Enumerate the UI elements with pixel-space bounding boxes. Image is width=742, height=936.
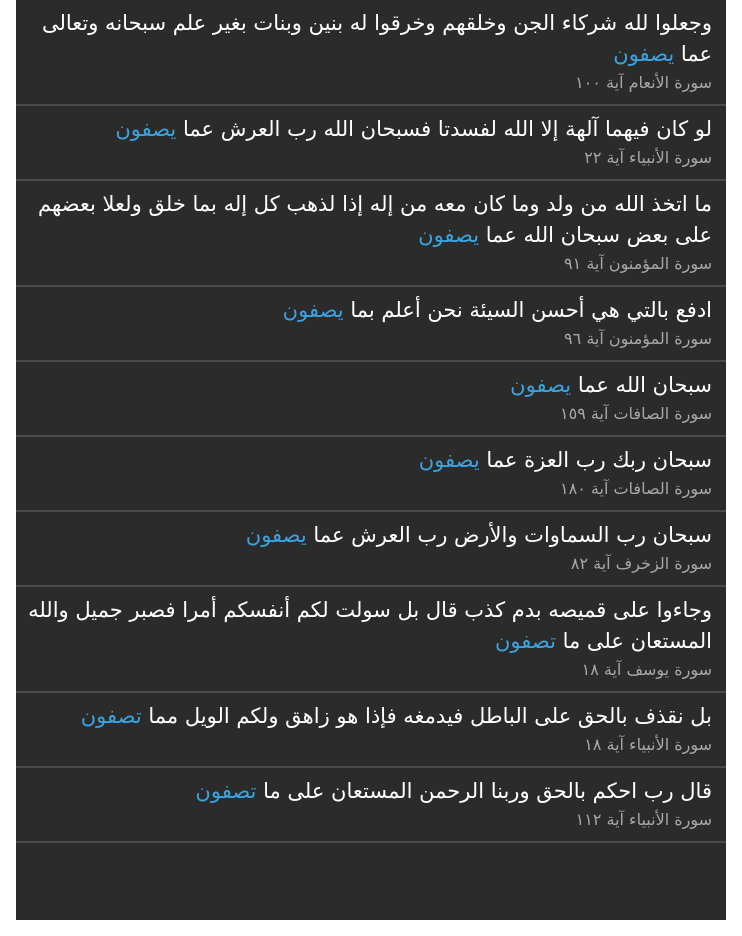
result-item[interactable] [16, 437, 726, 512]
verse-body: سبحان الله عما [577, 373, 712, 397]
verse-text [26, 701, 712, 732]
highlighted-word: تصفون [195, 779, 257, 803]
verse-text [26, 295, 712, 326]
verse-text [26, 520, 712, 551]
verse-text [26, 445, 712, 476]
highlighted-word: يصفون [282, 298, 344, 322]
verse-source: سورة الأنبياء آية ١٨ [584, 735, 712, 754]
verse-body: قال رب احكم بالحق وربنا الرحمن المستعان على ما [263, 779, 712, 803]
verse-source: سورة الأنعام آية ١٠٠ [575, 73, 712, 92]
verse-body: سبحان ربك رب العزة عما [486, 448, 712, 472]
verse-body: وجاءوا على قميصه بدم كذب قال بل سولت لكم أنفسكم أمرا فصبر جميل والله المستعان على ما [28, 598, 712, 653]
verse-body: سبحان رب السماوات والأرض رب العرش عما [313, 523, 712, 547]
verse-source: سورة المؤمنون آية ٩٦ [564, 329, 712, 348]
result-item[interactable] [16, 106, 726, 181]
result-item[interactable] [16, 181, 726, 287]
verse-body: ادفع بالتي هي أحسن السيئة نحن أعلم بما [350, 298, 712, 322]
highlighted-word: يصفون [510, 373, 572, 397]
verse-source: سورة الصافات آية ١٨٠ [560, 479, 712, 498]
verse-text [26, 776, 712, 807]
verse-body: بل نقذف بالحق على الباطل فيدمغه فإذا هو زاهق ولكم الويل مما [148, 704, 712, 728]
verse-text [26, 595, 712, 657]
highlighted-word: يصفون [418, 448, 480, 472]
verse-body: وجعلوا لله شركاء الجن وخلقهم وخرقوا له بنين وبنات بغير علم سبحانه وتعالى عما [41, 11, 712, 66]
result-item[interactable] [16, 587, 726, 693]
highlighted-word: تصفون [80, 704, 142, 728]
verse-body: ما اتخذ الله من ولد وما كان معه من إله إذا لذهب كل إله بما خلق ولعلا بعضهم على بعض سبحان الله عما [38, 192, 712, 247]
verse-source: سورة الصافات آية ١٥٩ [560, 404, 712, 423]
highlighted-word: يصفون [115, 117, 177, 141]
verse-source: سورة الأنبياء آية ١١٢ [575, 810, 712, 829]
verse-source: سورة المؤمنون آية ٩١ [564, 254, 712, 273]
highlighted-word: يصفون [245, 523, 307, 547]
verse-source: سورة يوسف آية ١٨ [581, 660, 712, 679]
verse-text [26, 114, 712, 145]
highlighted-word: يصفون [418, 223, 480, 247]
verse-source: سورة الأنبياء آية ٢٢ [584, 148, 712, 167]
search-results-list [16, 0, 726, 920]
result-item[interactable] [16, 512, 726, 587]
verse-text [26, 8, 712, 70]
result-item[interactable] [16, 0, 726, 106]
verse-body: لو كان فيهما آلهة إلا الله لفسدتا فسبحان الله رب العرش عما [182, 117, 712, 141]
result-item[interactable] [16, 693, 726, 768]
highlighted-word: تصفون [494, 629, 556, 653]
verse-text [26, 370, 712, 401]
result-item[interactable] [16, 287, 726, 362]
highlighted-word: يصفون [613, 42, 675, 66]
result-item[interactable] [16, 362, 726, 437]
result-item[interactable] [16, 768, 726, 843]
verse-text [26, 189, 712, 251]
verse-source: سورة الزخرف آية ٨٢ [570, 554, 712, 573]
